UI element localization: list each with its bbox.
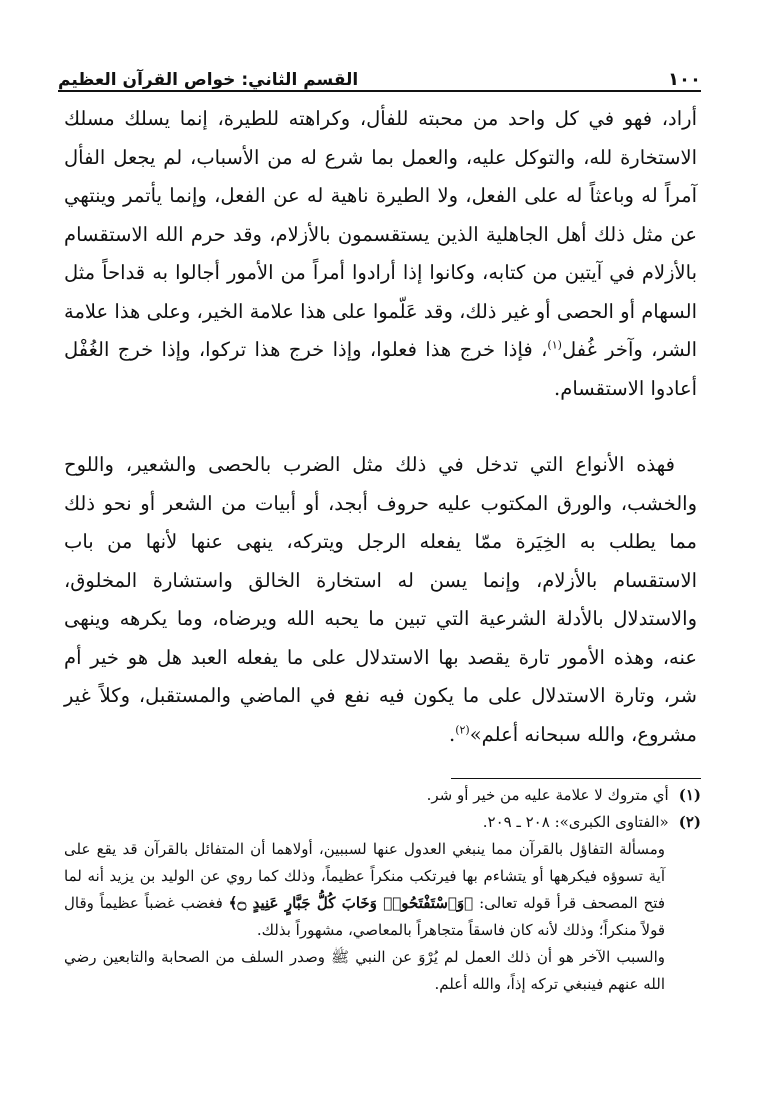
page-number: ١٠٠ [668, 69, 701, 90]
footnote-2 [64, 809, 701, 836]
running-title: القسم الثاني: خواص القرآن العظيم [58, 70, 359, 90]
footnote-2-commentary [64, 836, 665, 998]
footnote-1-text: أي متروك لا علامة عليه من خير أو شر. [426, 786, 669, 804]
quran-verse: ﴿وَٱسْتَفْتَحُوا۟ وَخَابَ كُلُّ جَبَّارٍ عَنِيدٍ ۝﴾ [228, 894, 474, 912]
footnote-ref-1: (١) [547, 338, 562, 352]
footnote-2-number: (٢) [678, 813, 701, 831]
paragraph-1-end: ، فإذا خرج هذا فعلوا، وإذا خرج هذا تركوا، وإذا خرج الغُفْل أعادوا الاستقسام. [64, 338, 697, 400]
footnote-2-commentary-2: والسبب الآخر هو أن ذلك العمل لم يُرْوَ عن النبي ﷺ وصدر السلف من الصحابة والتابعين رضي الله عنهم فينبغي تركه إذاً، والله أعلم. [64, 948, 665, 993]
footnote-2-commentary-1 [64, 836, 665, 944]
page-header [58, 56, 701, 90]
header-rule [58, 90, 701, 92]
commentary-1-part-a: ومسألة التفاؤل بالقرآن مما ينبغي العدول عنها لسببين، أولاهما أن المتفائل بالقرآن قد يقع على آية تسوؤه فيكرهها أو يتشاءم بها فيرتكب منكراً عظيماً، وذلك كما روي عن الوليد بن يزيد أنه لما فتح المصحف قرأ قوله تعالى: [64, 840, 665, 912]
footnote-1 [64, 782, 701, 809]
footnote-ref-2: (٢) [455, 723, 470, 736]
footnote-2-text: «الفتاوى الكبرى»: ٢٠٨ ـ ٢٠٩. [482, 813, 669, 831]
footnote-separator [451, 778, 701, 779]
footnotes [64, 782, 701, 998]
paragraph-2-end: . [449, 722, 456, 746]
main-text [64, 100, 697, 754]
footnote-1-number: (١) [678, 786, 701, 804]
paragraph-2-text: فهذه الأنواع التي تدخل في ذلك مثل الضرب بالحصى والشعير، واللوح والخشب، والورق المكتوب عليه حروف أبجد، أو أبيات من الشعر أو نحو ذلك مما يطلب به الخِيَرة ممّا يفعله الرجل ويتركه، ينهى عنها لأنها من باب الاستقسام بالأزلام، وإنما يسن له استخارة الخالق واستشارة المخلوق، والاستدلال بالأدلة الشرعية التي تبين ما يحبه الله ويرضاه، وما يكرهه وينهى عنه، وهذه الأمور تارة يقصد بها الاستدلال على ما يفعله العبد هل هو خير أم شر، وتارة الاستدلال على ما يكون فيه نفع في الماضي والمستقبل، وكلاً غير مشروع، والله سبحانه أعلم» [64, 453, 697, 746]
paragraph-2 [64, 446, 697, 754]
commentary-1-part-b: فغضب غضباً عظيماً وقال قولاً منكراً؛ وذلك لأنه كان فاسقاً متجاهراً بالمعاصي، مشهوراً بذلك. [64, 894, 665, 939]
paragraph-1-text: أراد، فهو في كل واحد من محبته للفأل، وكراهته للطيرة، إنما يسلك مسلك الاستخارة لله، والتوكل عليه، والعمل بما شرع له من الأسباب، لم يجعل الفأل آمراً له وباعثاً له على الفعل، ولا الطيرة ناهية له عن الفعل، وإنما يأتمر وينتهي عن مثل ذلك أهل الجاهلية الذين يستقسمون بالأزلام، وقد حرم الله الاستقسام بالأزلام في آيتين من كتابه، وكانوا إذا أرادوا أمراً من الأمور أجالوا به قداحاً مثل السهام أو الحصى أو غير ذلك، وقد عَلّموا على هذا علامة الخير، وعلى هذا علامة الشر، وآخر غُفل [64, 107, 697, 361]
paragraph-1 [64, 100, 697, 408]
